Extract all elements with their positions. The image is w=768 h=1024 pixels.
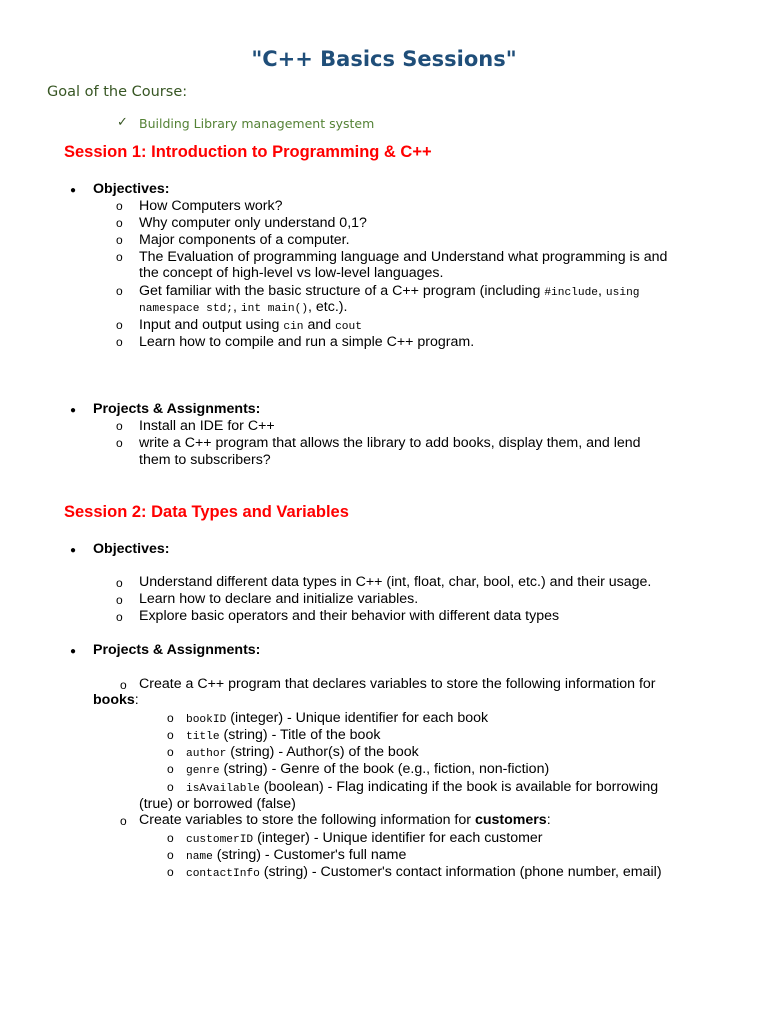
circle-bullet-icon: o xyxy=(167,780,174,794)
list-item: How Computers work? xyxy=(139,198,283,214)
circle-bullet-icon: o xyxy=(120,814,127,828)
circle-bullet-icon: o xyxy=(116,250,123,264)
list-item: Install an IDE for C++ xyxy=(139,418,275,434)
circle-bullet-icon: o xyxy=(116,419,123,433)
circle-bullet-icon: o xyxy=(116,284,123,298)
list-item: Create a C++ program that declares variables to store the following information for xyxy=(139,676,656,692)
projects-label: Projects & Assignments: xyxy=(93,401,261,417)
list-item: Understand different data types in C++ (int, float, char, bool, etc.) and their usage. xyxy=(139,574,652,590)
circle-bullet-icon: o xyxy=(167,728,174,742)
checkmark-icon: ✓ xyxy=(117,114,128,129)
circle-bullet-icon: o xyxy=(116,199,123,213)
objectives-label: Objectives: xyxy=(93,181,170,197)
circle-bullet-icon: o xyxy=(167,762,174,776)
list-item: The Evaluation of programming language and Understand what programming is and xyxy=(139,249,668,265)
goal-item: Building Library management system xyxy=(139,116,375,131)
list-item: Input and output using cin and cout xyxy=(139,317,362,333)
circle-bullet-icon: o xyxy=(116,593,123,607)
circle-bullet-icon: o xyxy=(116,318,123,332)
page-title: "C++ Basics Sessions" xyxy=(251,47,517,71)
bullet-icon: ● xyxy=(70,646,77,657)
list-item: write a C++ program that allows the library to add books, display them, and lend xyxy=(139,435,641,451)
circle-bullet-icon: o xyxy=(167,848,174,862)
list-item: Explore basic operators and their behavior with different data types xyxy=(139,608,560,624)
list-item-continued: them to subscribers? xyxy=(139,452,271,468)
circle-bullet-icon: o xyxy=(116,233,123,247)
customer-field: name (string) - Customer's full name xyxy=(186,847,407,863)
list-item: Learn how to compile and run a simple C++ program. xyxy=(139,334,475,350)
list-item-continued: books: xyxy=(93,692,139,708)
bullet-icon: ● xyxy=(70,545,77,556)
circle-bullet-icon: o xyxy=(116,610,123,624)
goal-heading: Goal of the Course: xyxy=(47,84,188,100)
objectives-label: Objectives: xyxy=(93,541,170,557)
circle-bullet-icon: o xyxy=(120,678,127,692)
customer-field: customerID (integer) - Unique identifier for each customer xyxy=(186,830,543,846)
customer-field: contactInfo (string) - Customer's contact information (phone number, email) xyxy=(186,864,662,880)
circle-bullet-icon: o xyxy=(167,711,174,725)
book-field: isAvailable (boolean) - Flag indicating if the book is available for borrowing xyxy=(186,779,659,795)
bullet-icon: ● xyxy=(70,405,77,416)
circle-bullet-icon: o xyxy=(116,576,123,590)
circle-bullet-icon: o xyxy=(167,745,174,759)
session2-heading: Session 2: Data Types and Variables xyxy=(64,503,349,521)
circle-bullet-icon: o xyxy=(167,831,174,845)
list-item: Create variables to store the following information for customers: xyxy=(139,812,551,828)
list-item: Why computer only understand 0,1? xyxy=(139,215,367,231)
list-item-continued: the concept of high-level vs low-level languages. xyxy=(139,265,444,281)
book-field: genre (string) - Genre of the book (e.g., fiction, non-fiction) xyxy=(186,761,550,777)
book-field: title (string) - Title of the book xyxy=(186,727,381,743)
list-item: Major components of a computer. xyxy=(139,232,350,248)
book-field: bookID (integer) - Unique identifier for each book xyxy=(186,710,489,726)
book-field: author (string) - Author(s) of the book xyxy=(186,744,419,760)
circle-bullet-icon: o xyxy=(116,216,123,230)
list-item: Learn how to declare and initialize variables. xyxy=(139,591,419,607)
list-item-continued: (true) or borrowed (false) xyxy=(139,796,296,812)
projects-label: Projects & Assignments: xyxy=(93,642,261,658)
list-item: Get familiar with the basic structure of a C++ program (including #include, using xyxy=(139,283,640,299)
circle-bullet-icon: o xyxy=(116,335,123,349)
bullet-icon: ● xyxy=(70,185,77,196)
circle-bullet-icon: o xyxy=(116,436,123,450)
circle-bullet-icon: o xyxy=(167,865,174,879)
session1-heading: Session 1: Introduction to Programming & C++ xyxy=(64,143,432,161)
list-item-continued: namespace std;, int main(), etc.). xyxy=(139,299,348,315)
